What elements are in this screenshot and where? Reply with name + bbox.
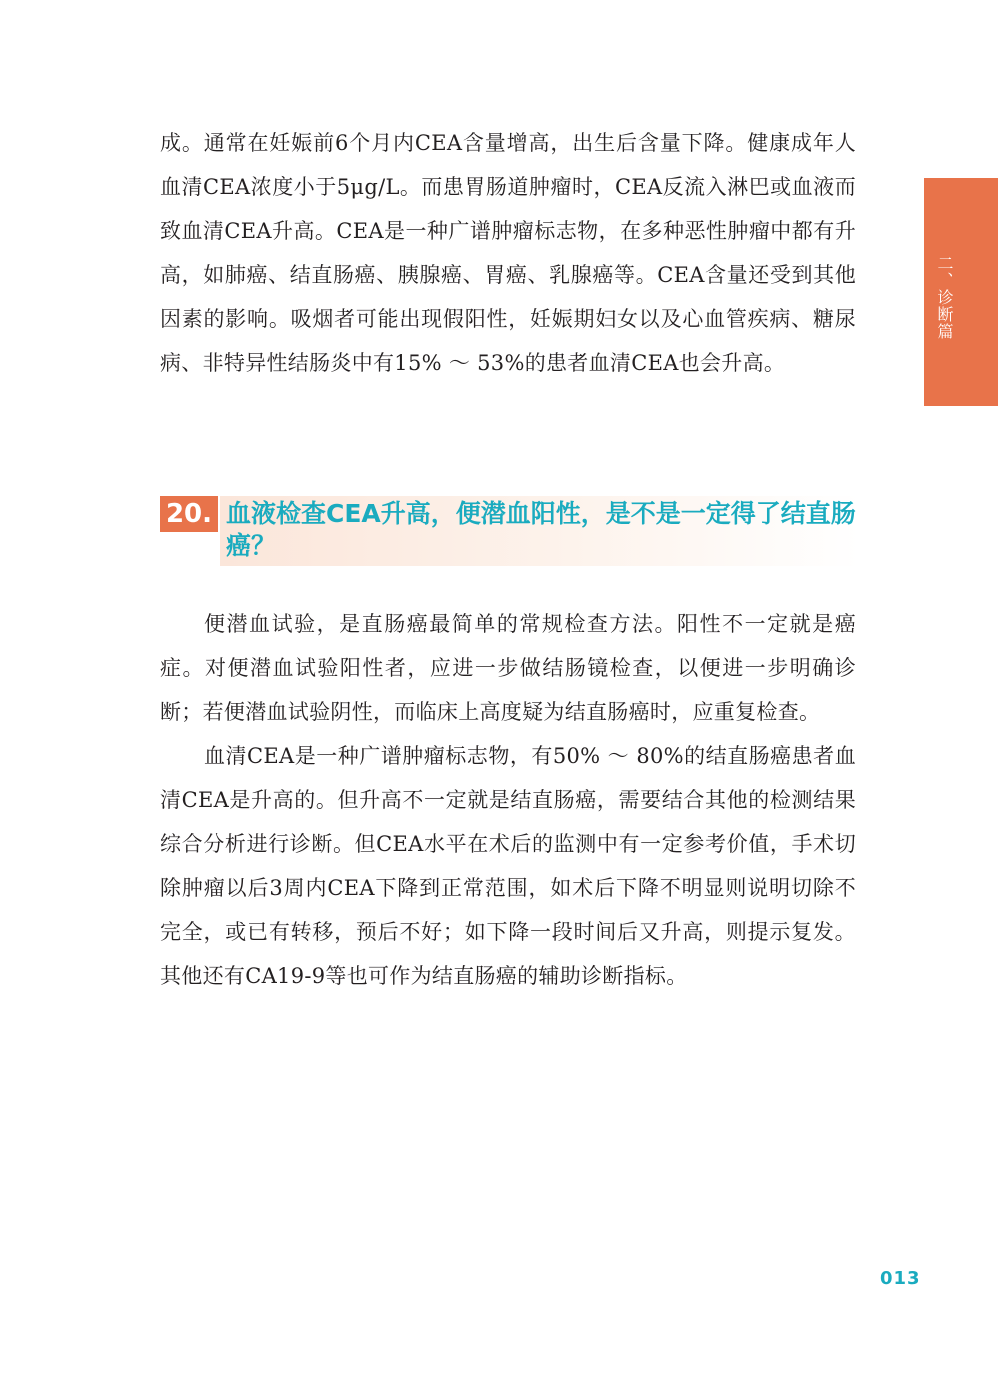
section-heading (160, 496, 860, 568)
body-text-top (160, 121, 856, 385)
page-number: 013 (880, 1268, 921, 1289)
section-title: 血液检查CEA升高，便潜血阳性，是不是一定得了结直肠癌？ (226, 499, 856, 560)
body-text-bottom (160, 602, 856, 998)
paragraph: 血清CEA是一种广谱肿瘤标志物，有50% ～ 80%的结直肠癌患者血清CEA是升高的。但升高不一定就是结直肠癌，需要结合其他的检测结果综合分析进行诊断。但CEA水平在术后的监测中有一定参考价值，手术切除肿瘤以后3周内CEA下降到正常范围，如术后下降不明显则说明切除不完全，或已有转移，预后不好；如下降一段时间后又升高，则提示复发。其他还有CA19-9等也可作为结直肠癌的辅助诊断指标。 (160, 744, 856, 988)
paragraph: 便潜血试验，是直肠癌最简单的常规检查方法。阳性不一定就是癌症。对便潜血试验阳性者，应进一步做结肠镜检查，以便进一步明确诊断；若便潜血试验阴性，而临床上高度疑为结直肠癌时，应重复检查。 (160, 612, 856, 724)
section-number: 20. (160, 496, 218, 532)
paragraph-continuation: 成。通常在妊娠前6个月内CEA含量增高，出生后含量下降。健康成年人血清CEA浓度小于5μg/L。而患胃肠道肿瘤时，CEA反流入淋巴或血液而致血清CEA升高。CEA是一种广谱肿瘤标志物，在多种恶性肿瘤中都有升高，如肺癌、结直肠癌、胰腺癌、胃癌、乳腺癌等。CEA含量还受到其他因素的影响。吸烟者可能出现假阳性，妊娠期妇女以及心血管疾病、糖尿病、非特异性结肠炎中有15% ～ 53%的患者血清CEA也会升高。 (160, 131, 856, 375)
chapter-side-tab-label: 二、诊断篇 (935, 255, 954, 340)
